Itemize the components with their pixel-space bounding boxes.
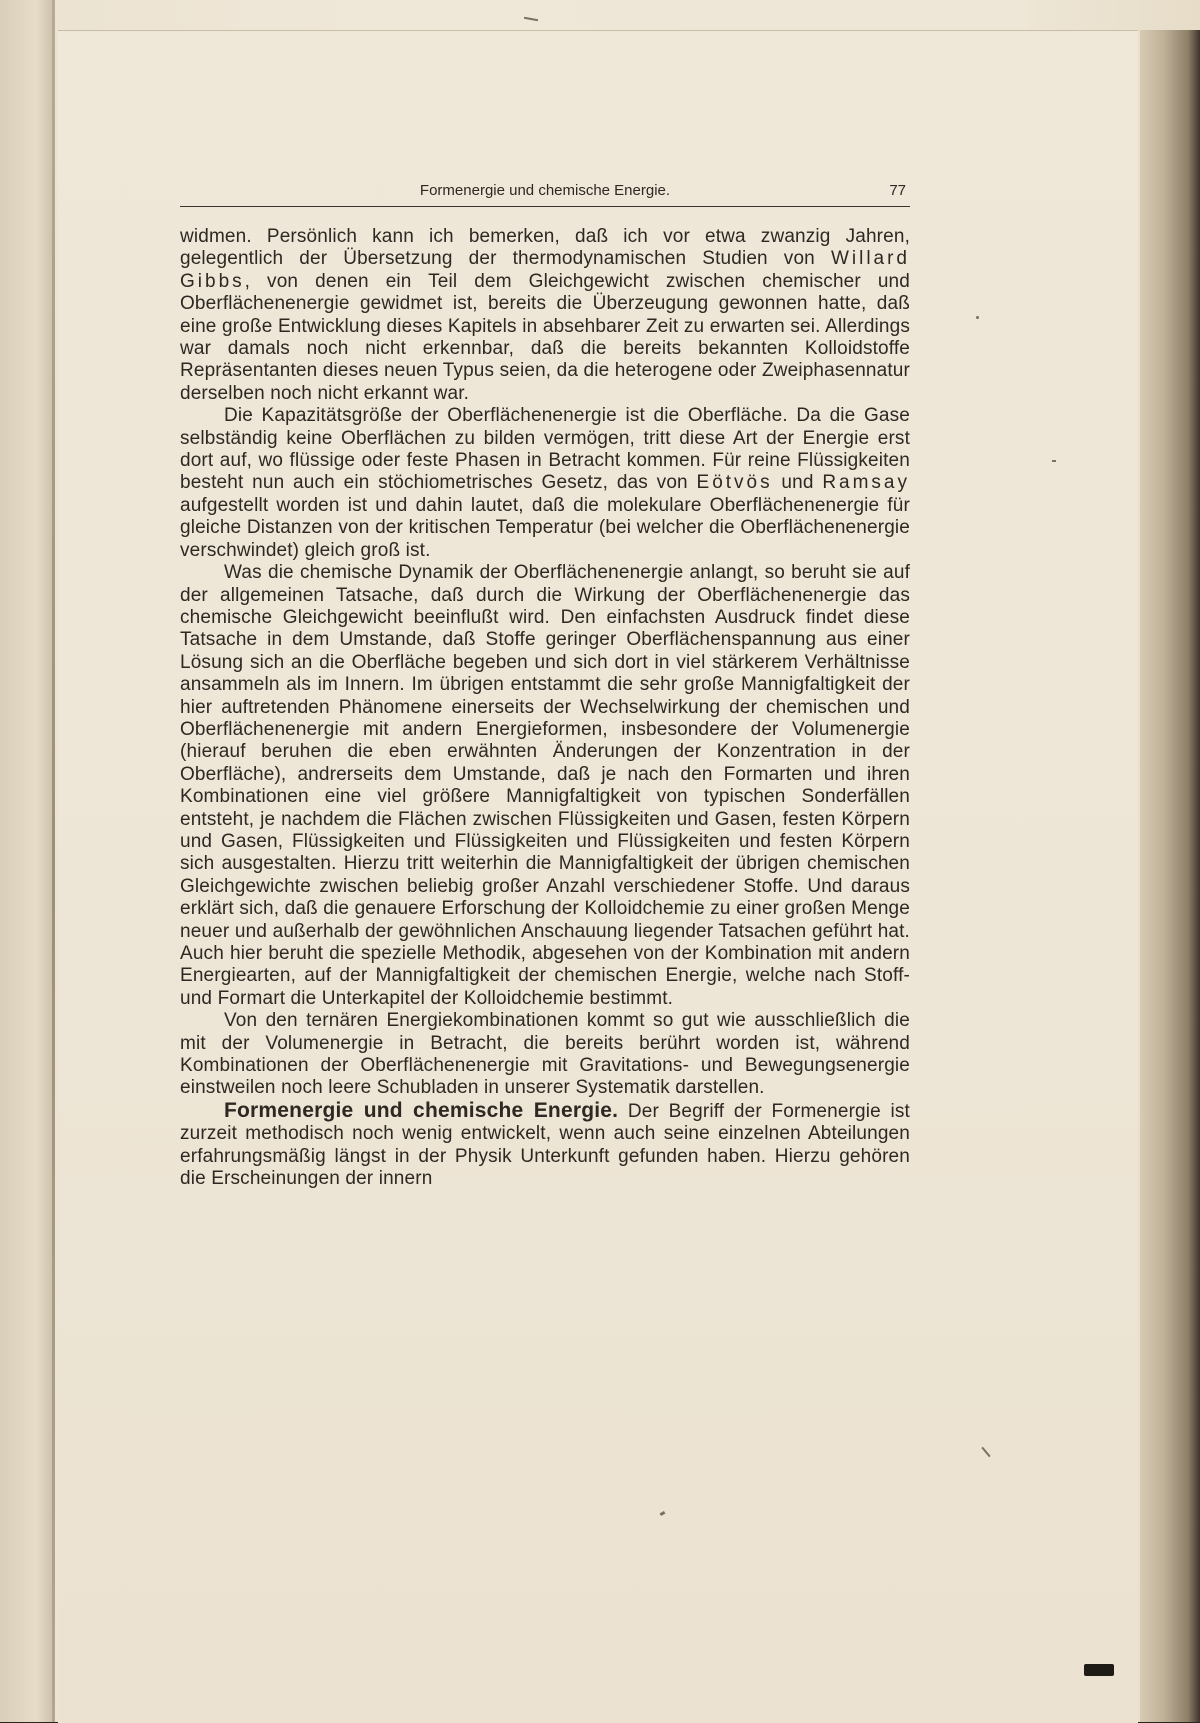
paragraph-1-text-continued: , von denen ein Teil dem Gleichgewicht zwischen chemischer und Oberflächenenergie gewidmet ist, bereits die Überzeugung gewonnen hatte, daß eine große Entwicklung dieses Kapitels in absehbarer Zeit zu erwarten sei. Allerdings war damals noch nicht erkennbar, daß die bereits bekannten Kolloidstoffe Repräsentanten dieses neuen Typus seien, da die heterogene oder Zweiphasennatur derselben noch nicht erkannt war.: [180, 270, 910, 404]
section-heading: Formenergie und chemische Energie.: [224, 1098, 619, 1122]
author-name-eotvos: Eötvös: [696, 472, 773, 494]
paragraph-2-conjunction: und: [772, 472, 823, 494]
section-text: Der Begriff der Formenergie ist zurzeit methodisch noch wenig entwickelt, wenn auch seine einzelnen Abteilungen erfahrungsmäßig längst in der Physik Unterkunft gefunden haben. Hierzu gehören die Erscheinungen der innern: [180, 1100, 910, 1190]
page-number: 77: [889, 182, 906, 199]
paragraph-1: [180, 226, 910, 405]
corner-stain: [1084, 1664, 1114, 1676]
paragraph-2: [180, 405, 910, 562]
body-text: [180, 226, 910, 1190]
paragraph-2-text-continued: aufgestellt worden ist und dahin lautet, daß die molekulare Oberflächenenergie für gleiche Distanzen von der kritischen Temperatur (bei welcher die Oberflächenenergie verschwindet) gleich groß ist.: [180, 494, 910, 561]
header-title: Formenergie und chemische Energie.: [419, 182, 671, 199]
paragraph-4: [180, 1010, 910, 1100]
book-gutter: [52, 0, 55, 1722]
paragraph-2-text: Die Kapazitätsgröße der Oberflächenenergie ist die Oberfläche. Da die Gase selbständig keine Oberflächen zu bilden vermögen, tritt diese Art der Energie erst dort auf, wo flüssige oder feste Phasen in Betracht kommen. Für reine Flüssigkeiten besteht nun auch ein stöchiometrisches Gesetz, das von: [180, 405, 910, 494]
left-page-edge: [0, 0, 52, 1722]
paper-speck: [1052, 460, 1056, 462]
right-page-edges: [1140, 30, 1200, 1722]
author-name-gibbs: Willard Gibbs: [180, 248, 910, 292]
paragraph-4-text: Von den ternären Energiekombinationen kommt so gut wie ausschließlich die mit der Volumenergie in Betracht, die bereits berührt worden ist, während Kombinationen der Oberflächenenergie mit Gravitations- und Bewegungsenergie einstweilen noch leere Schubladen in unserer Systematik darstellen.: [180, 1010, 910, 1099]
paragraph-3-text: Was die chemische Dynamik der Oberflächenenergie anlangt, so beruht sie auf der allgemeinen Tatsache, daß durch die Wirkung der Oberflächenenergie das chemische Gleichgewicht beeinflußt wird. Den einfachsten Ausdruck findet diese Tatsache in dem Umstande, daß Stoffe geringer Oberflächenspannung aus einer Lösung sich an die Oberfläche begeben und sich dort in viel stärkerem Verhältnisse ansammeln als im Innern. Im übrigen entstammt die sehr große Mannigfaltigkeit der hier auftretenden Phänomene einerseits der Wechselwirkung der chemischen und Oberflächenenergie mit andern Energieformen, insbesondere der Volumenergie (hierauf beruhen die eben erwähnten Änderungen der Konzentration in der Oberfläche), andrerseits dem Umstande, daß je nach den Formarten und ihren Kombinationen eine viel größere Mannigfaltigkeit von typischen Sonderfällen entsteht, je nachdem die Flächen zwischen Flüssigkeiten und Gasen, festen Körpern und Gasen, Flüssigkeiten und Flüssigkeiten und Flüssigkeiten und festen Körpern sich ausgestalten. Hierzu tritt weiterhin die Mannigfaltigkeit der übrigen chemischen Gleichgewichte zwischen beliebig großer Anzahl verschiedener Stoffe. Und daraus erklärt sich, daß die genauere Erforschung der Kolloidchemie zu einer großen Menge neuer und außerhalb der gewöhnlichen Anschauung liegender Tatsachen geführt hat. Auch hier beruht die spezielle Methodik, abgesehen von der Kombination mit andern Energiearten, auf der Mannigfaltigkeit der chemischen Energie, welche nach Stoff- und Formart die Unterkapitel der Kolloidchemie bestimmt.: [180, 562, 910, 1009]
paragraph-3: [180, 562, 910, 1010]
running-header: [180, 180, 910, 207]
paper-speck: [976, 316, 979, 319]
author-name-ramsay: Ramsay: [822, 472, 910, 494]
section-paragraph: [180, 1100, 910, 1191]
paragraph-1-text: widmen. Persönlich kann ich bemerken, daß ich vor etwa zwanzig Jahren, gelegentlich der Übersetzung der thermodynamischen Studien von: [180, 226, 910, 270]
